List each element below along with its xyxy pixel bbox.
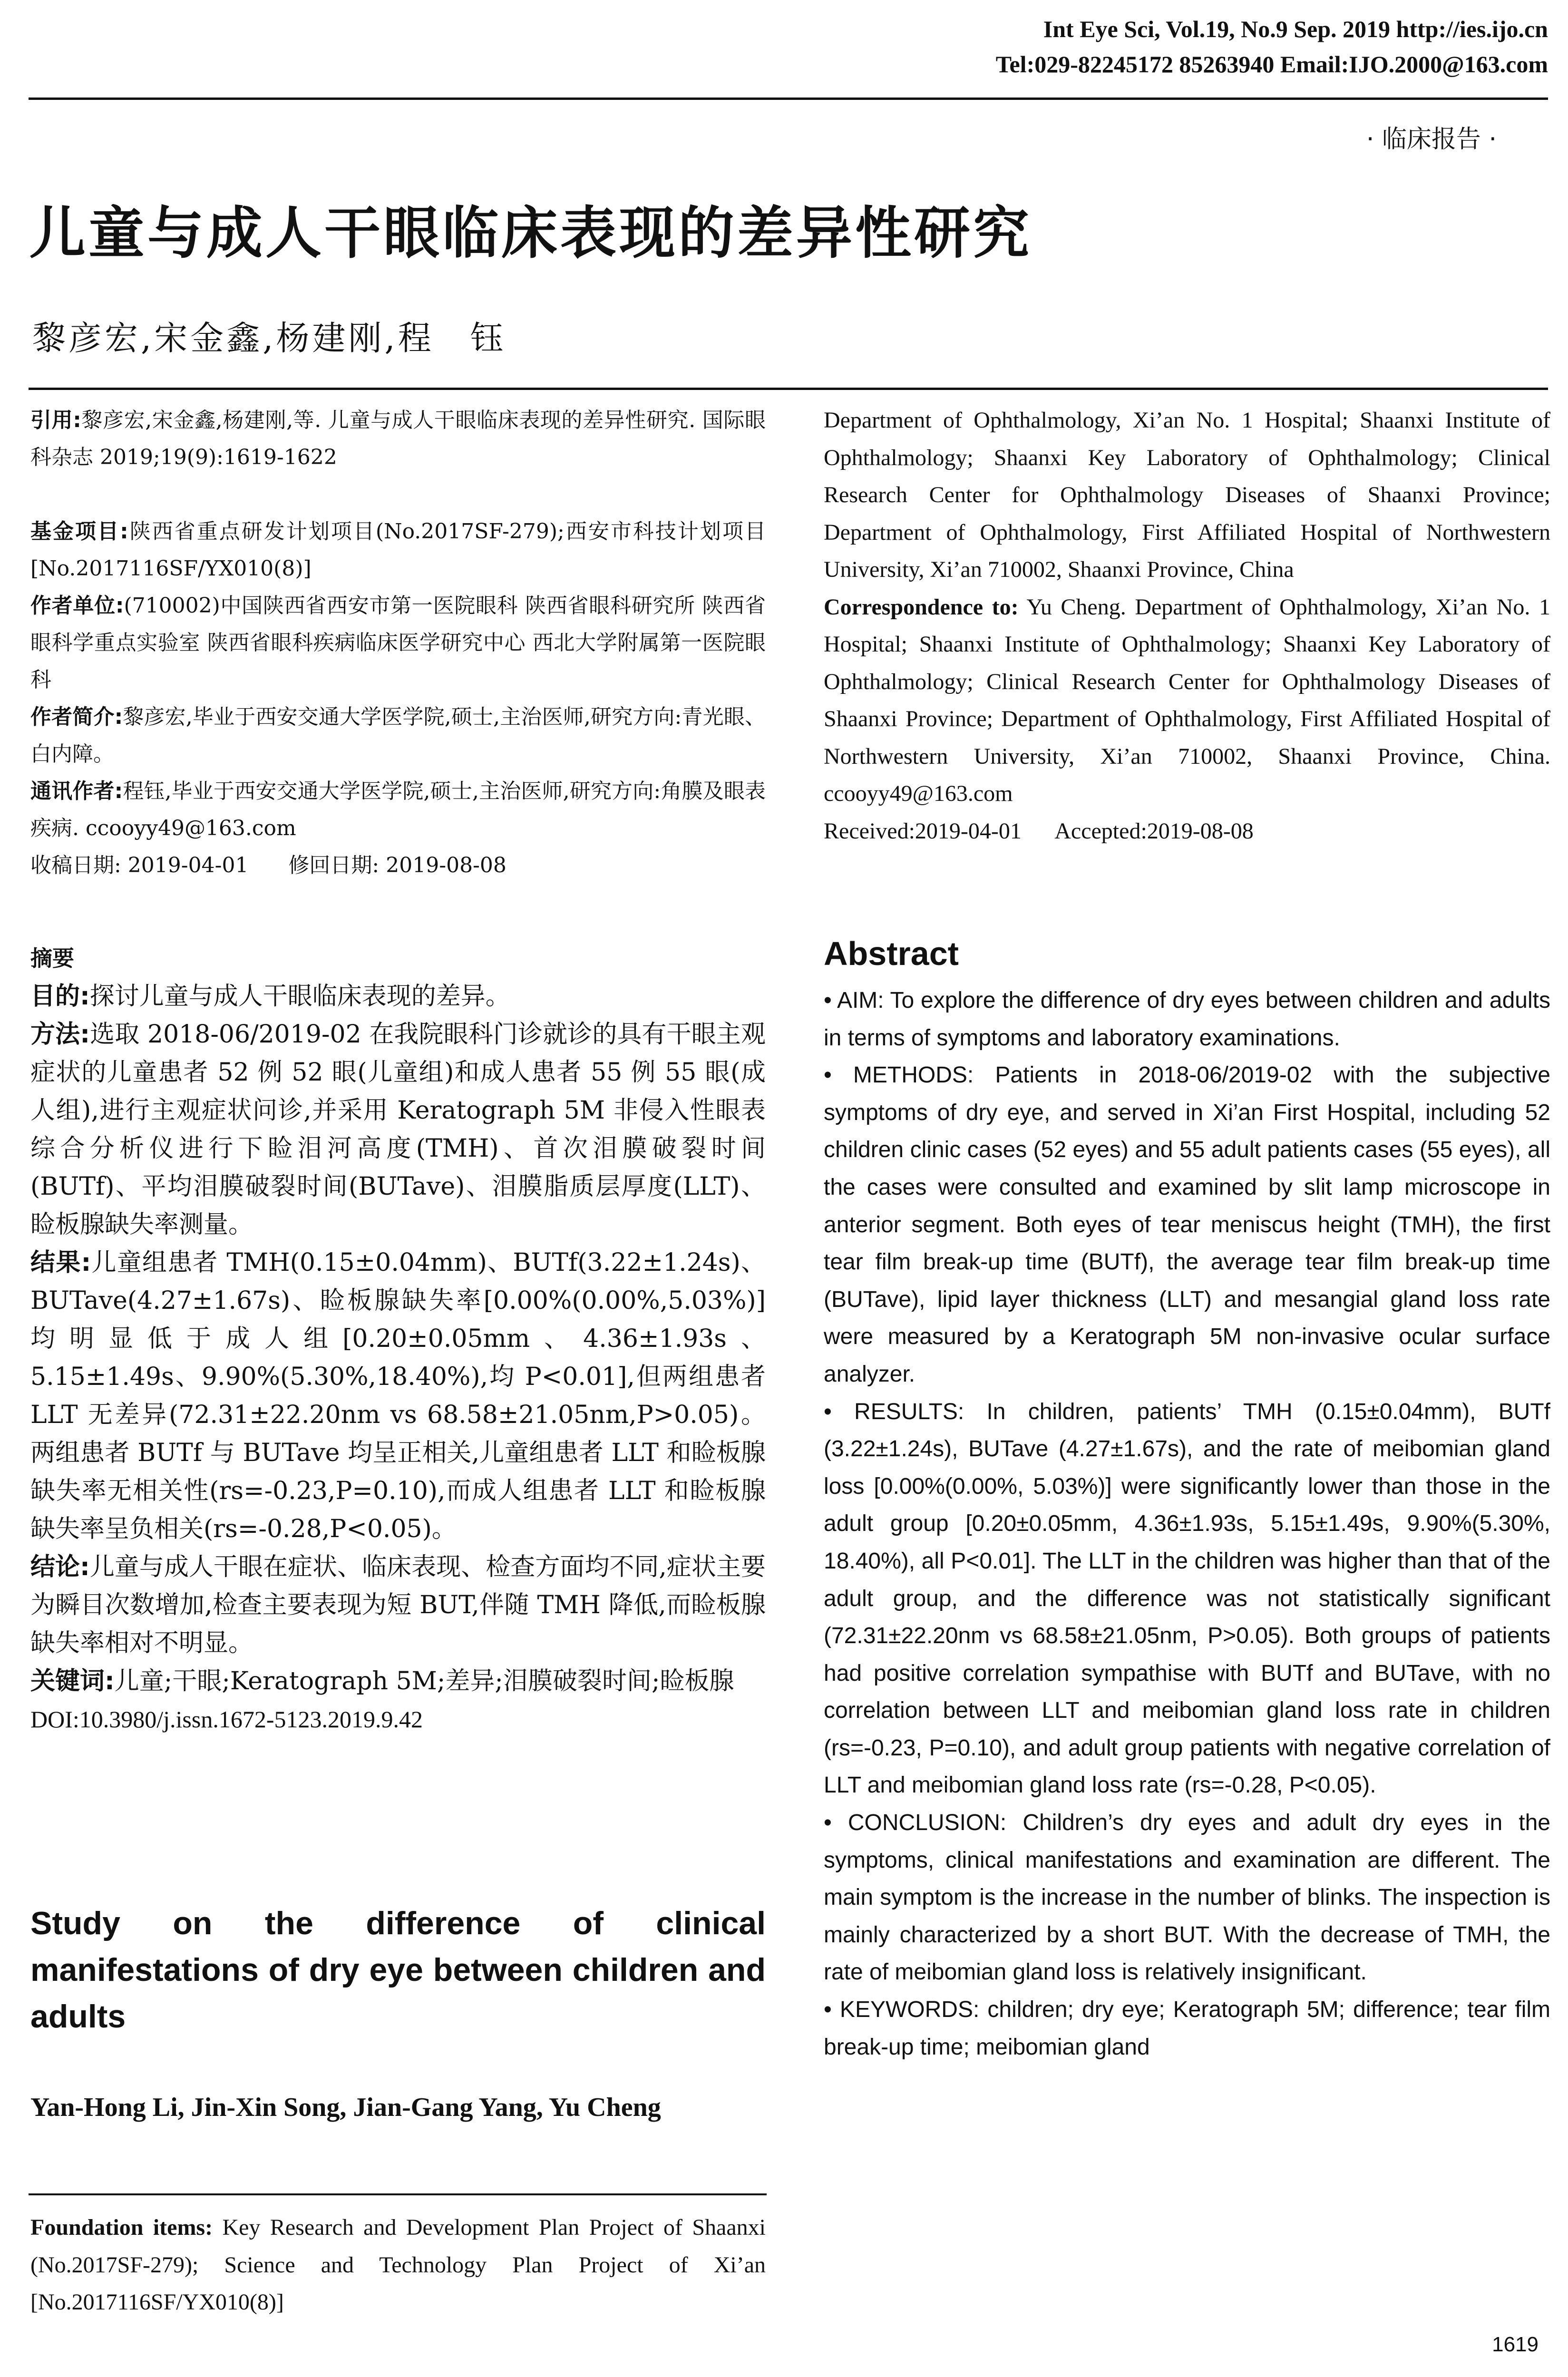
en-results: • RESULTS: In children, patients’ TMH (0.15±0.04mm), BUTf (3.22±1.24s), BUTave (4.27±1.67s), and the rate of meibomian gland loss [0.00%(0.00%, 5.03%)] were significantly lower than those in the adult group [0.20±0.05mm, 4.36±1.93s, 5.15±1.49s, 9.90%(5.30%, 18.40%), all P<0.01]. The LLT in the children was higher than that of the adult group, and the difference was not statistically significant (72.31±22.20nm vs 68.58±21.05nm, P>0.05). Both groups of patients had positive correlation sympathise with BUTf and BUTave, with no correlation between LLT and meibomian gland loss rate in children (rs=-0.23, P=0.10), and adult group patients with negative correlation of LLT and meibomian gland loss rate (rs=-0.28, P<0.05).: [824, 1399, 1550, 1798]
page-title: 儿童与成人干眼临床表现的差异性研究: [29, 200, 1032, 266]
fund: [30, 513, 766, 587]
cn-results-text: 儿童组患者 TMH(0.15±0.04mm)、BUTf(3.22±1.24s)、BUTave(4.27±1.67s)、睑板腺缺失率[0.00%(0.00%,5.03%)]均明显低于成人组[0.20±0.05mm、4.36±1.93s、5.15±1.49s、9.90%(5.30%,18.40%),均 P<0.01],但两组患者 LLT 无差异(72.31±22.20nm vs 68.58±21.05nm,P>0.05)。两组患者 BUTf 与 BUTave 均呈正相关,儿童组患者 LLT 和睑板腺缺失率无相关性(rs=-0.23,P=0.10),而成人组患者 LLT 和睑板腺缺失率呈负相关(rs=-0.28,P<0.05)。: [30, 1248, 766, 1543]
correspondence-label: Correspondence to:: [824, 594, 1019, 620]
english-authors: Yan-Hong Li, Jin-Xin Song, Jian-Gang Yang, Yu Cheng: [30, 2093, 661, 2122]
cn-methods: [30, 1015, 766, 1244]
foundation-label: Foundation items:: [30, 2215, 213, 2240]
dates-en: Received:2019-04-01 Accepted:2019-08-08: [824, 818, 1254, 844]
journal-header-line2: Tel:029-82245172 85263940 Email:IJO.2000@163.com: [995, 51, 1548, 78]
affiliation-en: Department of Ophthalmology, Xi’an No. 1 Hospital; Shaanxi Institute of Ophthalmology; Shaanxi Key Laboratory of Ophthalmology; Clinical Research Center for Ophthalmology Diseases of Shaanxi Province; Department of Ophthalmology, First Affiliated Hospital of Northwestern University, Xi’an 710002, Shaanxi Province, China: [824, 408, 1550, 582]
en-conclusion: • CONCLUSION: Children’s dry eyes and adult dry eyes in the symptoms, clinical manifestations and examination are different. The main symptom is the increase in the number of blinks. The inspection is mainly characterized by a short BUT. With the decrease of TMH, the rate of meibomian gland loss is relatively insignificant.: [824, 1810, 1550, 1985]
cn-aim-text: 探讨儿童与成人干眼临床表现的差异。: [89, 982, 510, 1011]
citation-label: 引用:: [30, 408, 81, 432]
doi: DOI:10.3980/j.issn.1672-5123.2019.9.42: [30, 1706, 423, 1733]
info-block-en: [824, 402, 1550, 850]
cn-aim: [30, 977, 766, 1015]
cn-abstract: [30, 939, 766, 1738]
en-abstract-heading: Abstract: [824, 935, 959, 972]
en-methods: • METHODS: Patients in 2018-06/2019-02 with the subjective symptoms of dry eye, and served in Xi’an First Hospital, including 52 children clinic cases (52 eyes) and 55 adult patients cases (55 eyes), all the cases were consulted and examined by slit lamp microscope in anterior segment. Both eyes of tear meniscus height (TMH), the first tear film break-up time (BUTf), the average tear film break-up time (BUTave), lipid layer thickness (LLT) and mesangial gland loss rate were measured by a Keratograph 5M non-invasive ocular surface analyzer.: [824, 1062, 1550, 1387]
journal-header-line1: Int Eye Sci, Vol.19, No.9 Sep. 2019 http://ies.ijo.cn: [1043, 16, 1548, 42]
unit-text: (710002)中国陕西省西安市第一医院眼科 陕西省眼科研究所 陕西省眼科学重点实验室 陕西省眼科疾病临床医学研究中心 西北大学附属第一医院眼科: [30, 594, 766, 692]
info-block-cn: [30, 402, 766, 884]
corr-label: 通讯作者:: [30, 779, 123, 803]
corr: [30, 773, 766, 847]
foundation-text: Key Research and Development Plan Project of Shaanxi (No.2017SF-279); Science and Technology Plan Project of Xi’an [No.2017116SF/YX010(8)]: [30, 2215, 766, 2315]
cn-abstract-heading: 摘要: [30, 945, 74, 971]
cn-methods-label: 方法:: [30, 1020, 90, 1049]
cn-results-label: 结果:: [30, 1248, 91, 1277]
fund-text: 陕西省重点研发计划项目(No.2017SF-279);西安市科技计划项目[No.2017116SF/YX010(8)]: [30, 519, 766, 581]
en-keywords: • KEYWORDS: children; dry eye; Keratograph 5M; difference; tear film break-up time; meibomian gland: [824, 1997, 1550, 2060]
corr-text: 程钰,毕业于西安交通大学医学院,硕士,主治医师,研究方向:角膜及眼表疾病. ccooyy49@163.com: [30, 779, 766, 840]
dates-cn: 收稿日期: 2019-04-01 修回日期: 2019-08-08: [30, 853, 506, 877]
cn-conclusion-text: 儿童与成人干眼在症状、临床表现、检查方面均不同,症状主要为瞬目次数增加,检查主要表现为短 BUT,伴随 TMH 降低,而睑板腺缺失率相对不明显。: [30, 1553, 766, 1657]
en-aim: • AIM: To explore the difference of dry eyes between children and adults in terms of symptoms and laboratory examinations.: [824, 988, 1550, 1051]
citation: [30, 402, 766, 476]
correspondence-en: [824, 589, 1550, 813]
unit: [30, 587, 766, 699]
cn-results: [30, 1244, 766, 1548]
page-number: 1619: [1492, 2333, 1539, 2356]
bio-text: 黎彦宏,毕业于西安交通大学医学院,硕士,主治医师,研究方向:青光眼、白内障。: [30, 705, 766, 766]
header-rule: [29, 97, 1548, 100]
bio-label: 作者简介:: [30, 705, 123, 729]
en-abstract: [824, 982, 1550, 2066]
cn-keywords-label: 关键词:: [30, 1667, 115, 1695]
cn-conclusion: [30, 1548, 766, 1662]
citation-text: 黎彦宏,宋金鑫,杨建刚,等. 儿童与成人干眼临床表现的差异性研究. 国际眼科杂志 2019;19(9):1619-1622: [30, 408, 766, 469]
author-list: 黎彦宏,宋金鑫,杨建刚,程 钰: [32, 319, 506, 358]
cn-keywords-text: 儿童;干眼;Keratograph 5M;差异;泪膜破裂时间;睑板腺: [114, 1667, 734, 1695]
section-label: · 临床报告 ·: [1366, 125, 1497, 154]
correspondence-text: Yu Cheng. Department of Ophthalmology, Xi’an No. 1 Hospital; Shaanxi Institute of Ophthalmology; Shaanxi Key Laboratory of Ophthalmology; Clinical Research Center for Ophthalmology Diseases of Shaanxi Province; Department of Ophthalmology, First Affiliated Hospital of Northwestern University, Xi’an 710002, Shaanxi Province, China. ccooyy49@163.com: [824, 594, 1550, 806]
cn-methods-text: 选取 2018-06/2019-02 在我院眼科门诊就诊的具有干眼主观症状的儿童患者 52 例 52 眼(儿童组)和成人患者 55 例 55 眼(成人组),进行主观症状问诊,并采用 Keratograph 5M 非侵入性眼表综合分析仪进行下睑泪河高度(TMH)、首次泪膜破裂时间(BUTf)、平均泪膜破裂时间(BUTave)、泪膜脂质层厚度(LLT)、睑板腺缺失率测量。: [30, 1020, 766, 1239]
foundation-items: [30, 2209, 766, 2321]
title-rule: [29, 388, 1548, 390]
foundation-rule: [29, 2193, 767, 2195]
cn-keywords: [30, 1662, 766, 1700]
cn-conclusion-label: 结论:: [30, 1553, 90, 1581]
fund-label: 基金项目:: [30, 519, 128, 544]
english-title: Study on the difference of clinical manifestations of dry eye between children and adults: [30, 1905, 766, 2035]
bio: [30, 699, 766, 773]
cn-aim-label: 目的:: [30, 982, 90, 1011]
unit-label: 作者单位:: [30, 594, 124, 618]
